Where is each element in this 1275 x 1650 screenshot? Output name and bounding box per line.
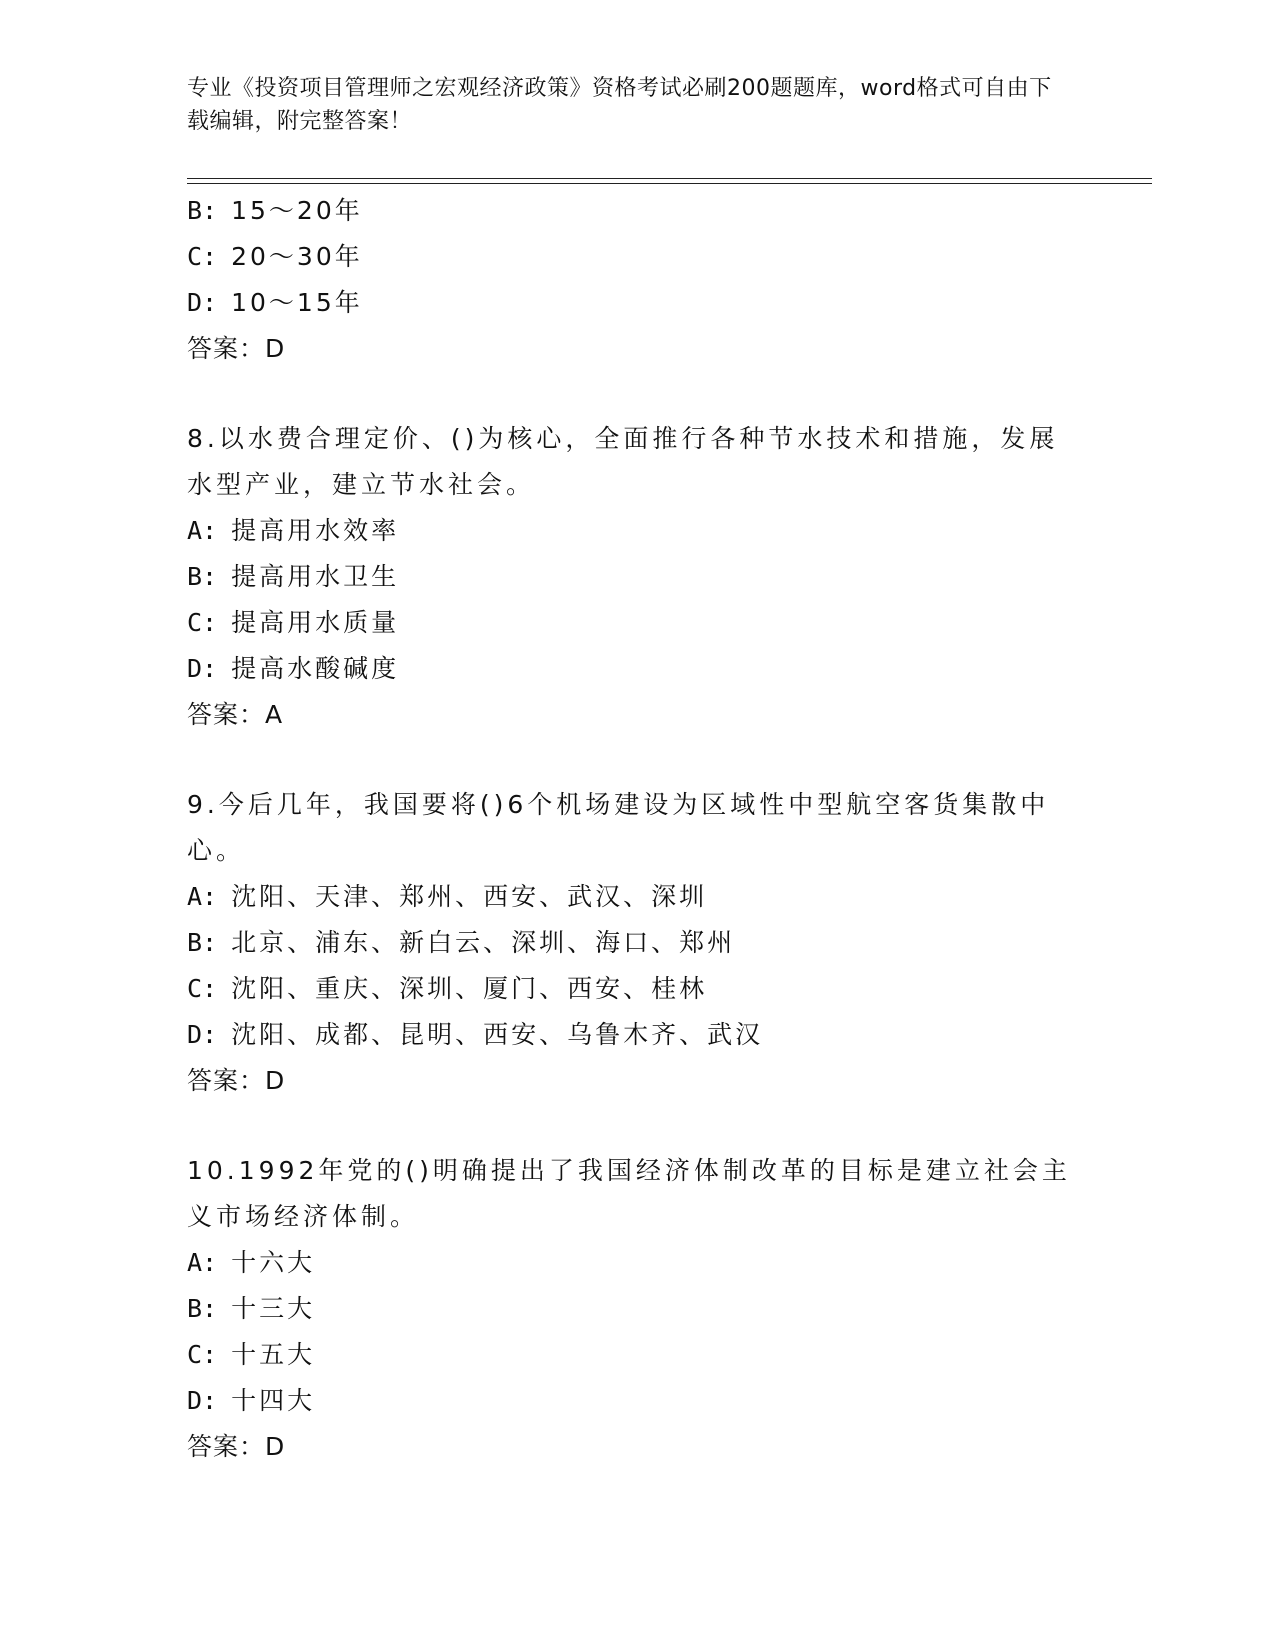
option-label: D: [187,1020,218,1049]
option-text: 十三大 [231,1294,316,1323]
option-d [187,280,1087,326]
option-text: 15～20年 [231,196,363,225]
document-header: 专业《投资项目管理师之宏观经济政策》资格考试必刷200题题库，word格式可自由下载编辑，附完整答案！ [187,76,1052,134]
option-text: 10～15年 [231,288,363,317]
option-label: A: [187,516,218,545]
answer-line: 答案：D [187,334,286,363]
option-a [187,508,1087,554]
option-text: 提高用水质量 [231,608,400,637]
option-label: A: [187,882,218,911]
option-label: D: [187,1386,218,1415]
option-c [187,966,1087,1012]
option-label: D: [187,288,218,317]
answer-line: 答案：A [187,700,284,729]
prev-question-block [187,188,1087,372]
document-content [187,188,1087,1470]
option-text: 沈阳、天津、郑州、西安、武汉、深圳 [231,882,708,911]
option-label: C: [187,608,218,637]
option-c [187,234,1087,280]
option-label: D: [187,654,218,683]
header-rule-top [187,178,1152,179]
option-label: B: [187,928,218,957]
option-b [187,188,1087,234]
header-rule-bottom [187,183,1152,184]
option-label: B: [187,196,218,225]
option-label: B: [187,1294,218,1323]
option-b [187,1286,1087,1332]
question-text: 8.以水费合理定价、()为核心，全面推行各种节水技术和措施，发展水型产业，建立节水社会。 [187,424,1059,499]
option-d [187,1012,1087,1058]
question-9 [187,782,1087,1104]
option-text: 十四大 [231,1386,316,1415]
option-text: 提高水酸碱度 [231,654,400,683]
option-c [187,600,1087,646]
option-b [187,554,1087,600]
option-text: 沈阳、成都、昆明、西安、乌鲁木齐、武汉 [231,1020,764,1049]
question-8 [187,416,1087,738]
option-text: 北京、浦东、新白云、深圳、海口、郑州 [231,928,736,957]
option-label: B: [187,562,218,591]
option-label: C: [187,1340,218,1369]
option-text: 20～30年 [231,242,363,271]
question-text: 10.1992年党的()明确提出了我国经济体制改革的目标是建立社会主义市场经济体制。 [187,1156,1071,1231]
question-text: 9.今后几年，我国要将()6个机场建设为区域性中型航空客货集散中心。 [187,790,1050,865]
option-c [187,1332,1087,1378]
answer-line: 答案：D [187,1432,286,1461]
option-a [187,874,1087,920]
option-text: 沈阳、重庆、深圳、厦门、西安、桂林 [231,974,708,1003]
answer-line: 答案：D [187,1066,286,1095]
option-label: C: [187,242,218,271]
option-text: 提高用水卫生 [231,562,400,591]
option-d [187,646,1087,692]
option-text: 十五大 [231,1340,316,1369]
option-d [187,1378,1087,1424]
option-label: C: [187,974,218,1003]
option-a [187,1240,1087,1286]
option-label: A: [187,1248,218,1277]
option-text: 提高用水效率 [231,516,400,545]
question-10 [187,1148,1087,1470]
option-b [187,920,1087,966]
option-text: 十六大 [231,1248,316,1277]
